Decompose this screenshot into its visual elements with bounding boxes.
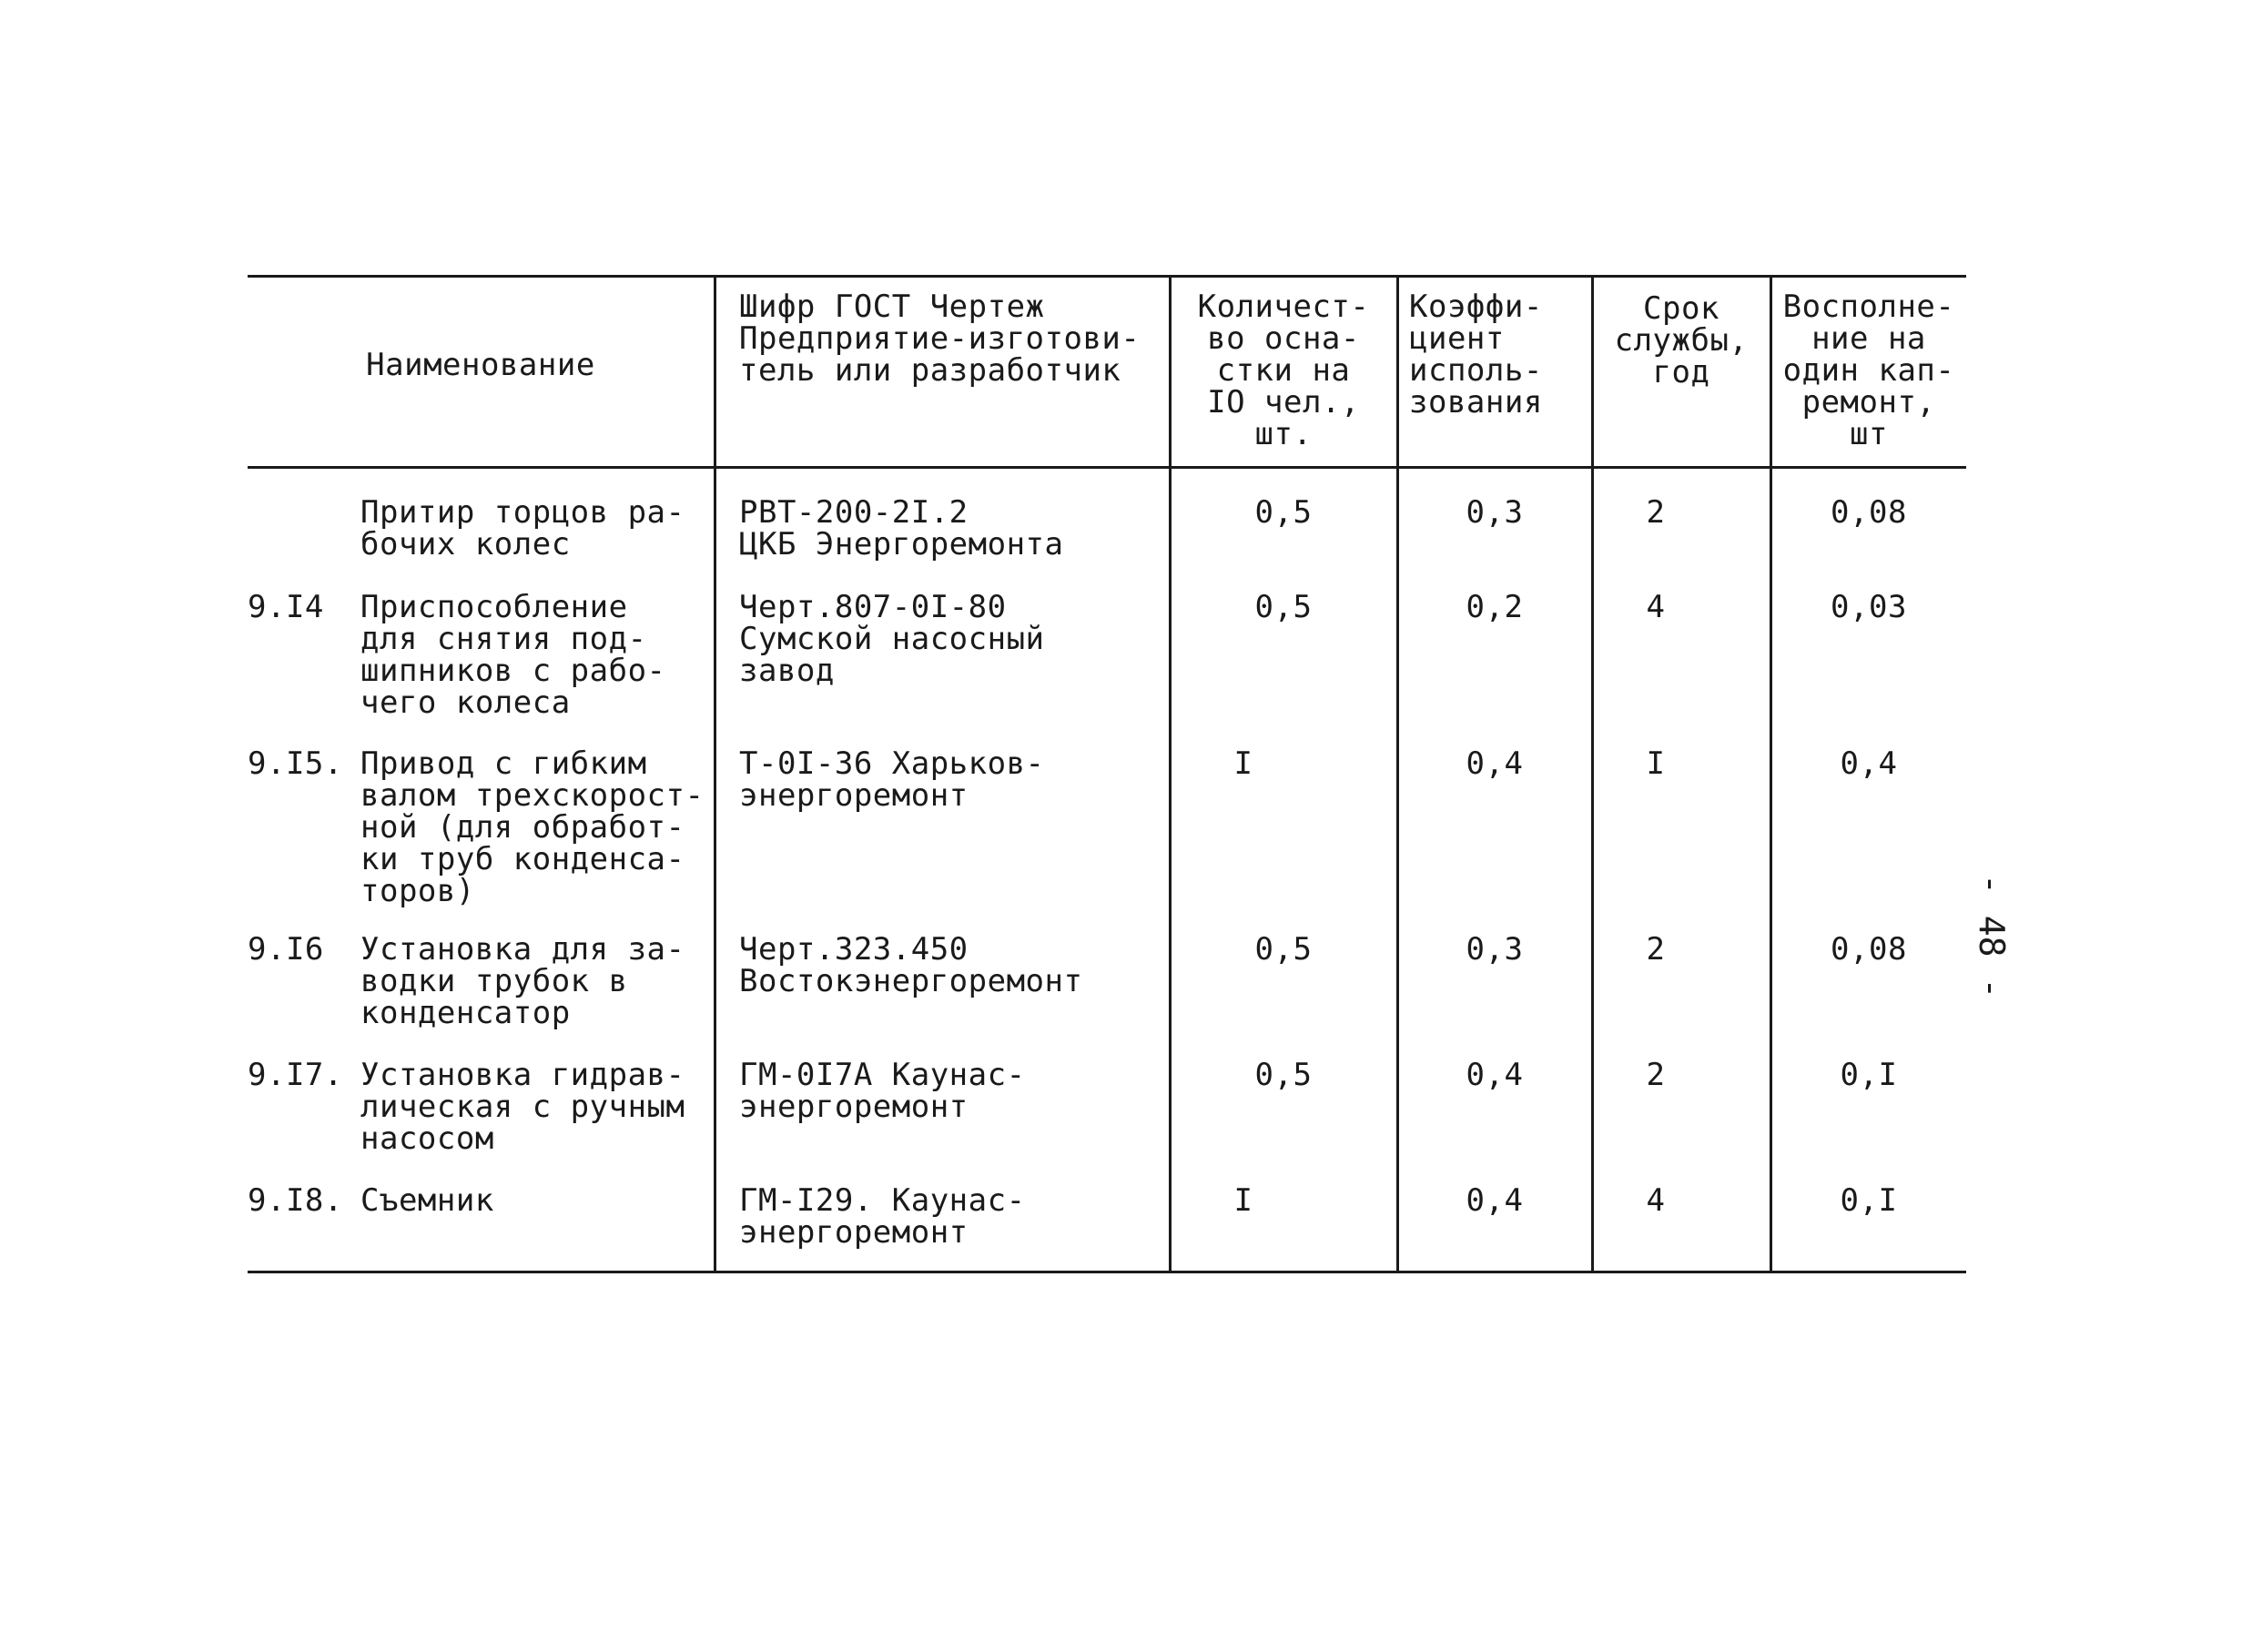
row-coefficient: 0,4: [1466, 745, 1524, 782]
header-bottom-rule: [248, 466, 1966, 469]
row-replenishment: 0,I: [1840, 1182, 1898, 1219]
col-divider-1: [714, 277, 716, 1272]
row-name: Установка для за- водки трубок в конденсатор: [360, 931, 685, 1031]
header-name: Наименование: [366, 347, 595, 383]
row-coefficient: 0,3: [1466, 494, 1524, 531]
header-replenishment: Восполне- ние на один кап- ремонт, шт: [1782, 289, 1955, 452]
row-replenishment: 0,08: [1831, 494, 1907, 531]
row-life: 4: [1646, 1182, 1666, 1219]
row-coefficient: 0,2: [1466, 589, 1524, 625]
row-quantity: 0,5: [1254, 589, 1313, 625]
row-number: 9.I6: [248, 931, 324, 968]
row-quantity: 0,5: [1254, 931, 1313, 968]
row-coefficient: 0,4: [1466, 1057, 1524, 1093]
row-number: 9.I8.: [248, 1182, 343, 1219]
page-number: - 48 -: [1972, 874, 2012, 999]
table-top-rule: [248, 275, 1966, 278]
header-coefficient: Коэффи- циент исполь- зования: [1409, 289, 1543, 421]
row-cipher: Черт.323.450 Востокэнергоремонт: [739, 931, 1083, 999]
row-name: Установка гидрав- лическая с ручным насосом: [360, 1057, 685, 1157]
header-quantity: Количест- во осна- стки на IО чел., шт.: [1197, 289, 1370, 452]
row-replenishment: 0,08: [1831, 931, 1907, 968]
row-coefficient: 0,4: [1466, 1182, 1524, 1219]
row-cipher: Т-0I-36 Харьков- энергоремонт: [739, 745, 1045, 814]
row-cipher: Черт.807-0I-80 Сумской насосный завод: [739, 589, 1045, 689]
row-quantity: 0,5: [1254, 494, 1313, 531]
row-name: Съемник: [360, 1182, 494, 1219]
row-replenishment: 0,4: [1840, 745, 1898, 782]
row-cipher: ГМ-0I7А Каунас- энергоремонт: [739, 1057, 1026, 1125]
row-cipher: РВТ-200-2I.2 ЦКБ Энергоремонта: [739, 494, 1064, 562]
row-quantity: I: [1233, 745, 1253, 782]
row-life: 2: [1646, 1057, 1666, 1093]
row-life: I: [1646, 745, 1666, 782]
row-life: 4: [1646, 589, 1666, 625]
row-replenishment: 0,I: [1840, 1057, 1898, 1093]
row-number: 9.I4: [248, 589, 324, 625]
header-cipher: Шифр ГОСТ Чертеж Предприятие-изготови- тель или разработчик: [739, 289, 1141, 389]
row-quantity: 0,5: [1254, 1057, 1313, 1093]
row-life: 2: [1646, 931, 1666, 968]
equipment-table: [248, 275, 1966, 1274]
row-coefficient: 0,3: [1466, 931, 1524, 968]
row-name: Притир торцов ра- бочих колес: [360, 494, 685, 562]
row-quantity: I: [1233, 1182, 1253, 1219]
table-bottom-rule: [248, 1271, 1966, 1273]
row-name: Привод с гибким валом трехскорост- ной (для обработ- ки труб конденса- торов): [360, 745, 705, 909]
row-life: 2: [1646, 494, 1666, 531]
row-number: 9.I5.: [248, 745, 343, 782]
row-number: 9.I7.: [248, 1057, 343, 1093]
header-service-life: Срок службы, год: [1614, 290, 1749, 390]
row-replenishment: 0,03: [1831, 589, 1907, 625]
row-name: Приспособление для снятия под- шипников с рабо- чего колеса: [360, 589, 666, 721]
row-cipher: ГМ-I29. Каунас- энергоремонт: [739, 1182, 1026, 1251]
